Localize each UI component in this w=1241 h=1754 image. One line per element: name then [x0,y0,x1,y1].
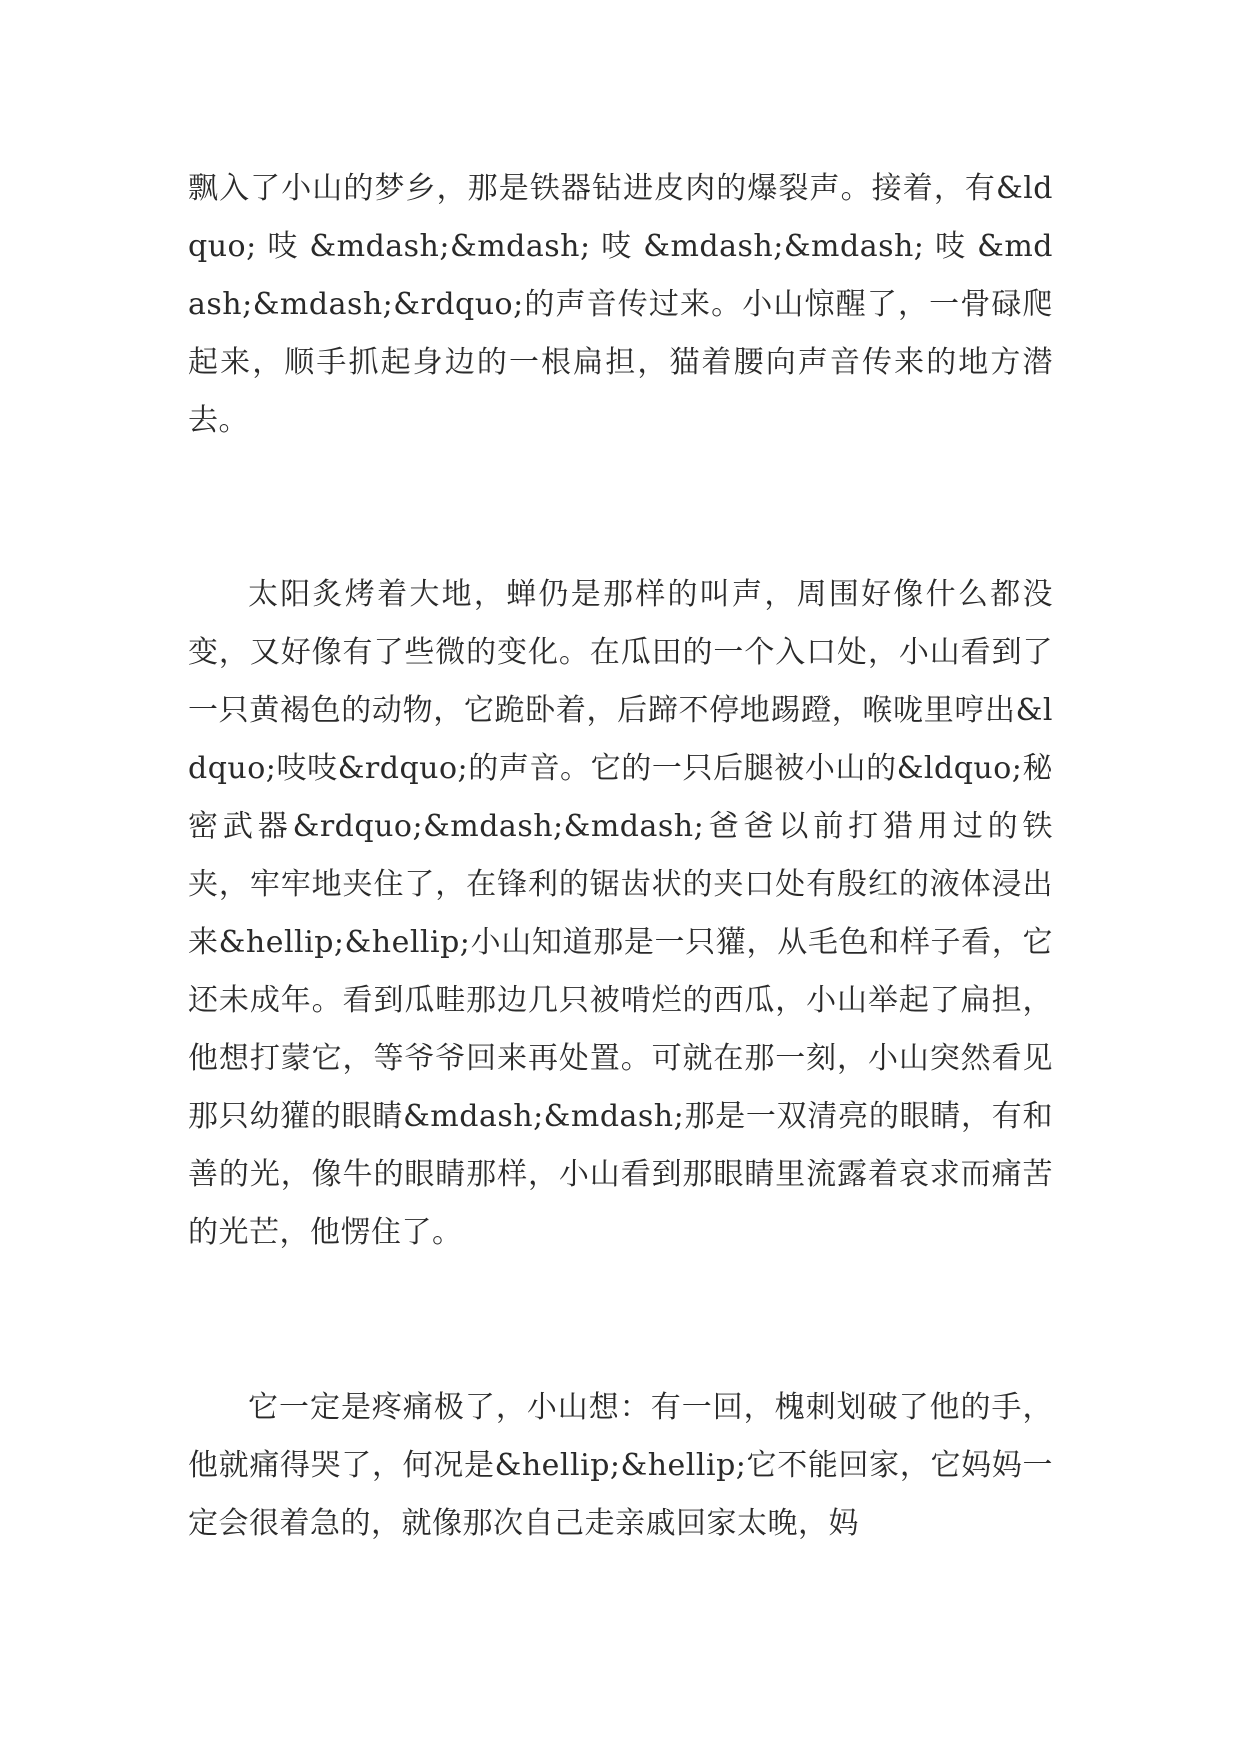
paragraph-1: 飘入了小山的梦乡，那是铁器钻进皮肉的爆裂声。接着，有&ldquo; 吱 &mdash;&mdash; 吱 &mdash;&mdash; 吱 &mdash;&mdash;&rdquo;的声音传过来。小山惊醒了，一骨碌爬起来，顺手抓起身边的一根扁担，猫着腰向声音传来的地方潜去。 [188,171,1053,438]
paragraph-3: 它一定是疼痛极了，小山想：有一回，槐刺划破了他的手，他就痛得哭了，何况是&hellip;&hellip;它不能回家，它妈妈一定会很着急的，就像那次自己走亲戚回家太晚，妈 [188,1390,1053,1541]
paragraph-2: 太阳炙烤着大地，蝉仍是那样的叫声，周围好像什么都没变，又好像有了些微的变化。在瓜田的一个入口处，小山看到了一只黄褐色的动物，它跪卧着，后蹄不停地踢蹬，喉咙里哼出&ldquo;吱吱&rdquo;的声音。它的一只后腿被小山的&ldquo;秘密武器&rdquo;&mdash;&mdash;爸爸以前打猎用过的铁夹，牢牢地夹住了，在锋利的锯齿状的夹口处有殷红的液体浸出来&hellip;&hellip;小山知道那是一只獾，从毛色和样子看，它还未成年。看到瓜畦那边几只被啃烂的西瓜，小山举起了扁担，他想打蒙它，等爷爷回来再处置。可就在那一刻，小山突然看见那只幼獾的眼睛&mdash;&mdash;那是一双清亮的眼睛，有和善的光，像牛的眼睛那样，小山看到那眼睛里流露着哀求而痛苦的光芒，他愣住了。 [188,577,1053,1250]
